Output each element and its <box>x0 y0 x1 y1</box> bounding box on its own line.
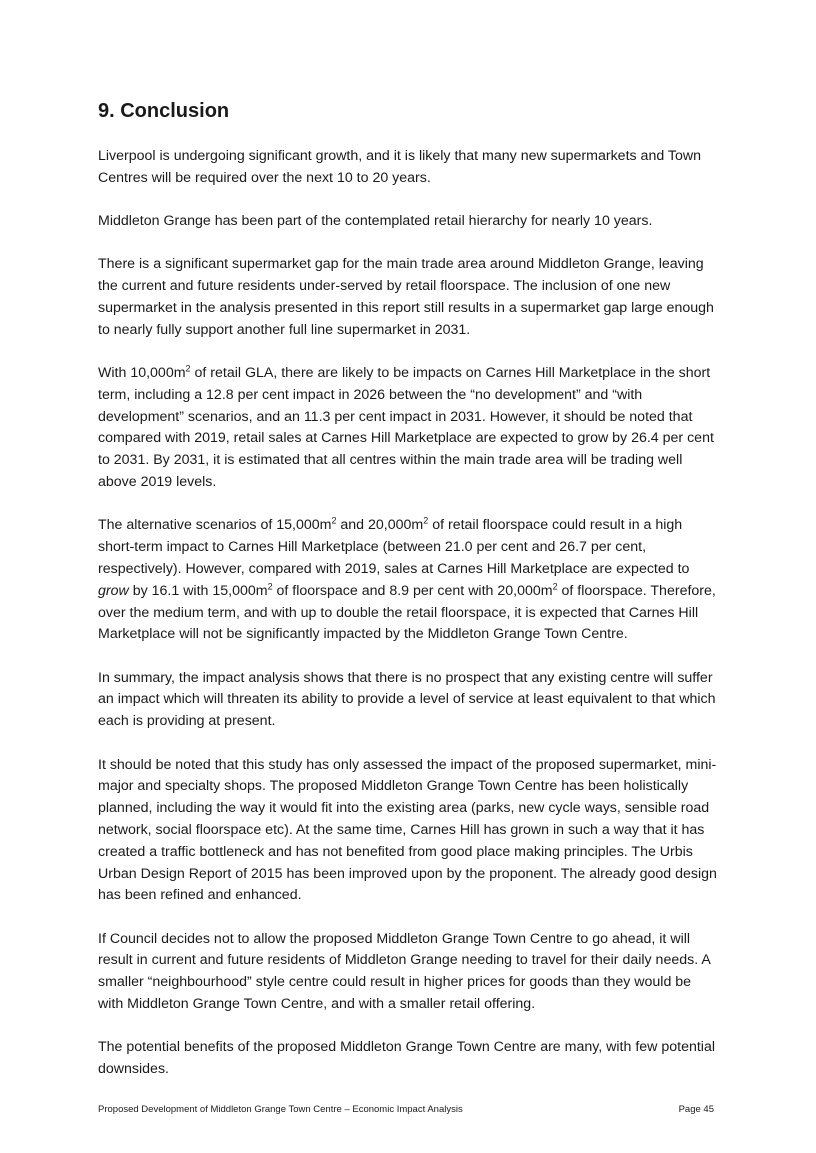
superscript: 2 <box>423 515 429 526</box>
text-fragment: With 10,000m <box>98 365 186 382</box>
paragraph-alternative-scenarios <box>98 515 720 646</box>
page-number: Page 45 <box>678 1104 714 1115</box>
paragraph-summary: In summary, the impact analysis shows that there is no prospect that any existing centre will suffer an impact which will threaten its ability to provide a level of service at least equivalent to that which each is providing at present. <box>98 669 716 730</box>
text-fragment: of retail GLA, there are likely to be impacts on Carnes Hill Marketplace in the short term, including a 12.8 per cent impact in 2026 between the “no development” and “with development” scenarios, and an 11.3 per cent impact in 2031. However, it should be noted that compared with 2019, retail sales at Carnes Hill Marketplace are expected to grow by 26.4 per cent to 2031. By 2031, it is estimated that all centres within the main trade area will be trading well above 2019 levels. <box>98 365 714 491</box>
text-fragment: The alternative scenarios of 15,000m <box>98 517 332 534</box>
paragraph-supermarket-gap: There is a significant supermarket gap for the main trade area around Middleton Grange, leaving the current and future residents under-served by retail floorspace. The inclusion of one new supermarket in the analysis presented in this report still results in a supermarket gap large enough to nearly fully support another full line supermarket in 2031. <box>98 256 714 338</box>
paragraph-council-decision: If Council decides not to allow the proposed Middleton Grange Town Centre to go ahead, it will result in current and future residents of Middleton Grange needing to travel for their daily needs. A smaller “neighbourhood” style centre could result in higher prices for goods than they would be with Middleton Grange Town Centre, and with a smaller retail offering. <box>98 930 710 1012</box>
text-fragment: and 20,000m <box>336 517 424 534</box>
paragraph-hierarchy: Middleton Grange has been part of the contemplated retail hierarchy for nearly 10 years. <box>98 213 653 230</box>
superscript: 2 <box>552 581 558 592</box>
page-footer <box>98 1103 714 1117</box>
paragraph-benefits: The potential benefits of the proposed Middleton Grange Town Centre are many, with few potential downsides. <box>98 1039 715 1078</box>
paragraph-growth: Liverpool is undergoing significant growth, and it is likely that many new supermarkets and Town Centres will be required over the next 10 to 20 years. <box>98 148 702 186</box>
superscript: 2 <box>185 363 191 374</box>
text-fragment: of floorspace and 8.9 per cent with 20,000m <box>272 582 553 599</box>
superscript: 2 <box>331 515 337 526</box>
paragraph-study-scope: It should be noted that this study has only assessed the impact of the proposed supermarket, mini-major and specialty shops. The proposed Middleton Grange Town Centre has been holistically planned, including the way it would fit into the existing area (parks, new cycle ways, sensible road network, social floorspace etc). At the same time, Carnes Hill has grown in such a way that it has created a traffic bottleneck and has not benefited from good place making principles. The Urbis Urban Design Report of 2015 has been improved upon by the proponent. The already good design has been refined and enhanced. <box>98 756 717 904</box>
document-page <box>98 96 720 1102</box>
section-heading: 9. Conclusion <box>98 100 230 122</box>
text-fragment: by 16.1 with 15,000m <box>128 582 268 599</box>
text-fragment: of floorspace. Therefore, over the medium term, and with up to double the retail floorspace, it is expected that Carnes Hill Marketplace will not be significantly impacted by the Middleton Grange Town Centre. <box>98 582 716 643</box>
footer-title: Proposed Development of Middleton Grange Town Centre – Economic Impact Analysis <box>98 1104 463 1115</box>
text-fragment: of retail floorspace could result in a high short-term impact to Carnes Hill Marketplace (between 21.0 per cent and 26.7 per cent, respectively). However, compared with 2019, sales at Carnes Hill Marketplace are expected to <box>98 517 690 577</box>
paragraph-impacts <box>98 363 720 494</box>
superscript: 2 <box>267 581 273 592</box>
emphasis-text: grow <box>98 582 129 599</box>
